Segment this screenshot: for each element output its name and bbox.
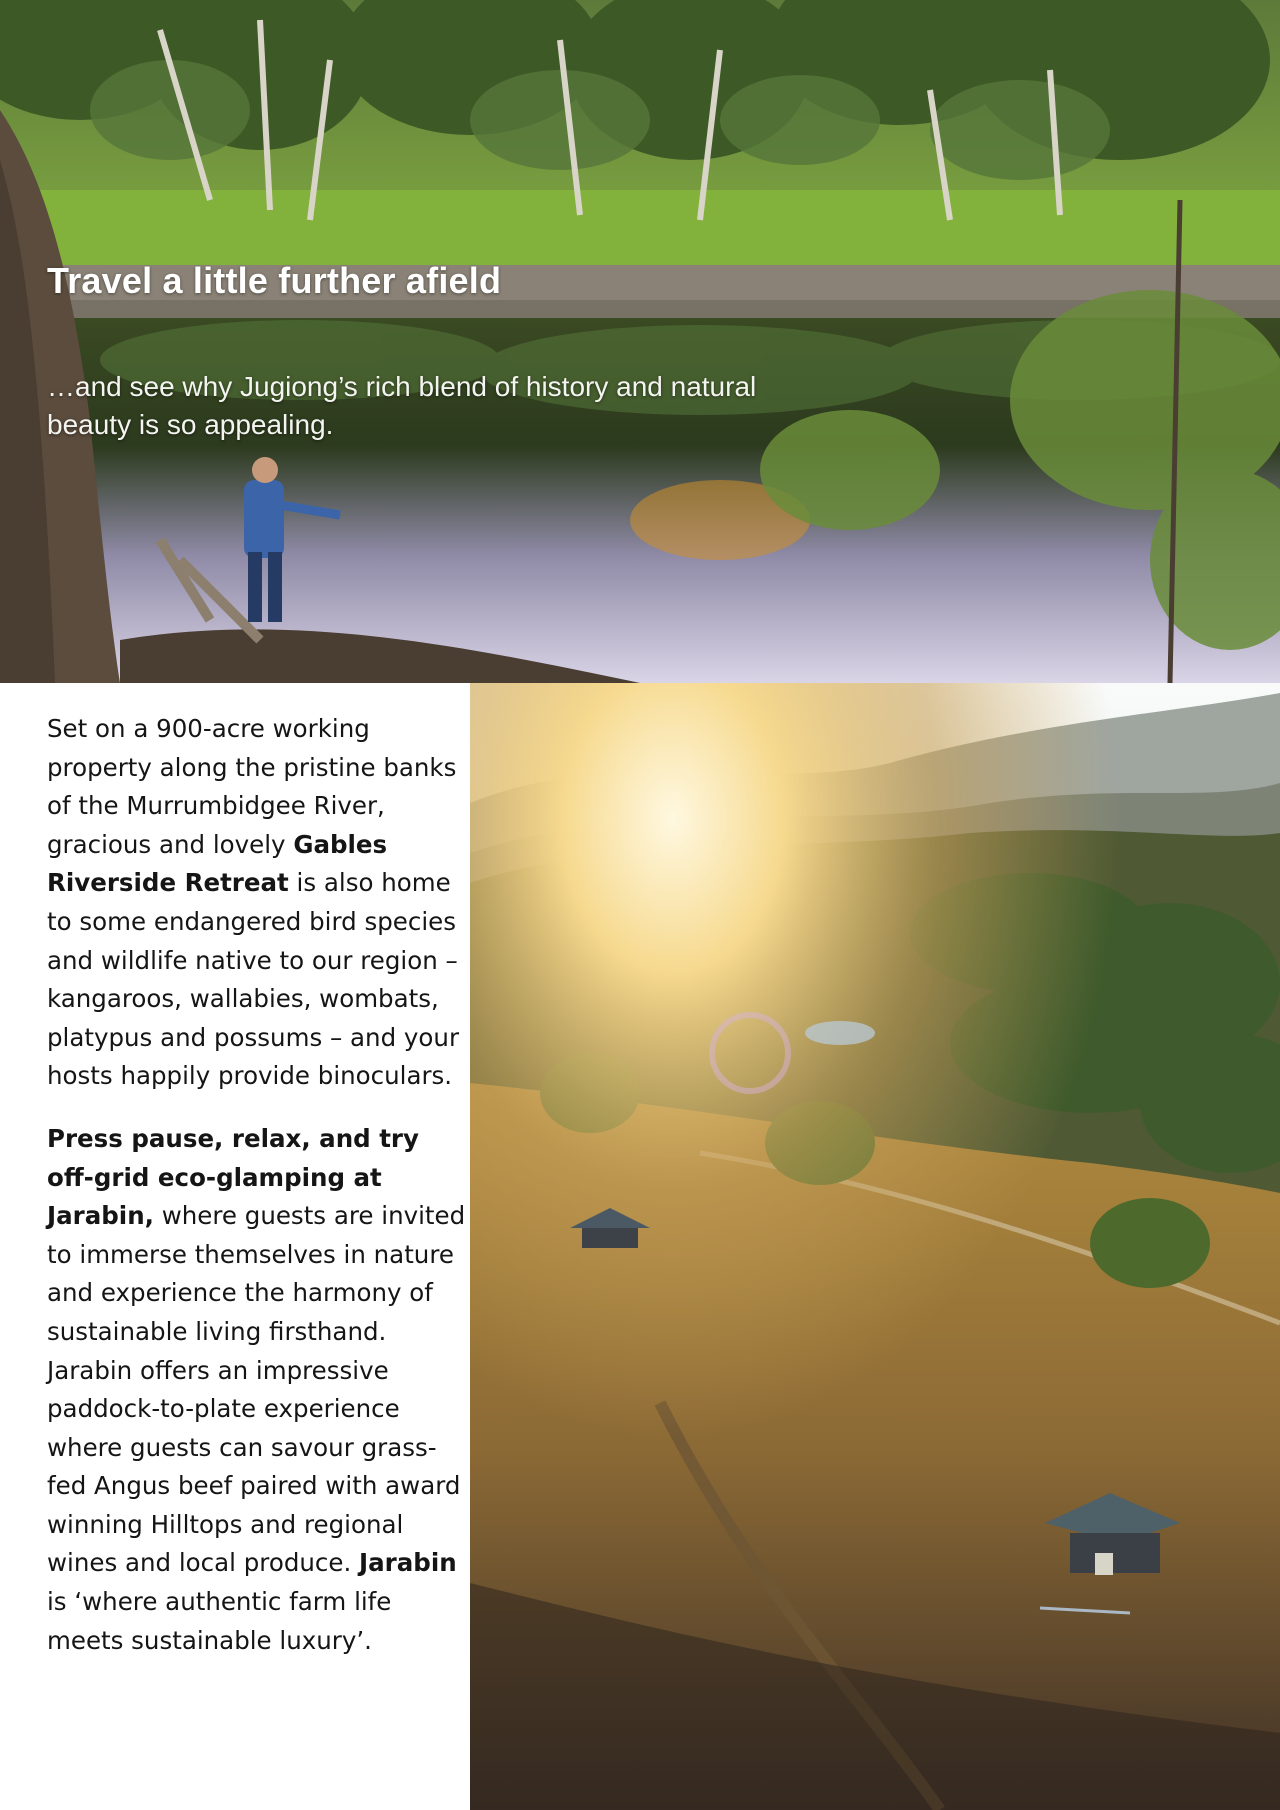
jarabin-tagline: is ‘where authentic farm life meets sustainable luxury’. bbox=[47, 1587, 392, 1655]
gables-text-intro: Set on a 900-acre working property along the pristine banks of the Murrumbidgee River, gracious and lovely bbox=[47, 714, 457, 859]
hero-title: Travel a little further afield bbox=[47, 260, 502, 301]
jarabin-text: where guests are invited to immerse themselves in nature and experience the harmony of sustainable living firsthand. Jarabin offers an impressive paddock-to-plate experience where guests can savour grass-fed Angus beef paired with award winning Hilltops and regional wines and local produce. bbox=[47, 1201, 466, 1578]
gables-retreat-name: Gables Riverside Retreat bbox=[47, 829, 388, 898]
hero-section bbox=[0, 0, 1280, 683]
paragraph-jarabin bbox=[47, 1120, 467, 1660]
jarabin-name: Jarabin bbox=[359, 1548, 457, 1578]
river-fishing-photo bbox=[0, 0, 1280, 683]
gables-text-rest: is also home to some endangered bird species and wildlife native to our region – kangaroos, wallabies, wombats, platypus and possums – and your hosts happily provide binoculars. bbox=[47, 868, 460, 1091]
article-body bbox=[47, 710, 467, 1684]
paragraph-gables bbox=[47, 710, 467, 1096]
hero-subtitle: …and see why Jugiong’s rich blend of history and natural beauty is so appealing. bbox=[47, 371, 757, 440]
jarabin-lead: Press pause, relax, and try off-grid eco-glamping at Jarabin, bbox=[47, 1123, 419, 1231]
glamping-sunset-photo bbox=[470, 683, 1280, 1810]
aerial-paddock-image bbox=[470, 683, 1280, 1810]
